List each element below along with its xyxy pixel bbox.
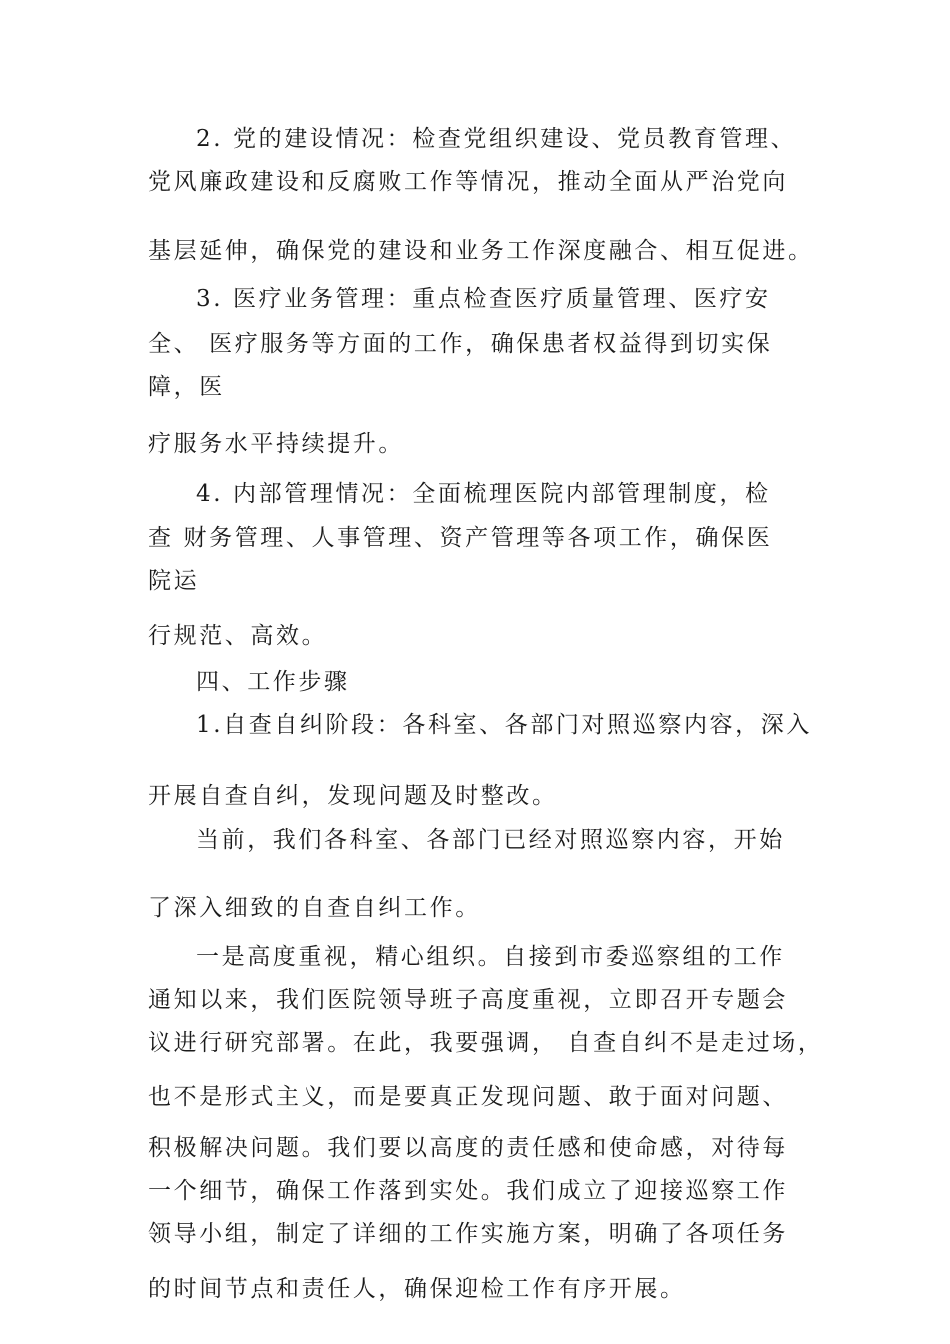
text-line-13: 1.自查自纠阶段：各科室、各部门对照巡察内容，深入 [196, 712, 812, 738]
text-line-23: 领导小组，制定了详细的工作实施方案，明确了各项任务 [148, 1221, 788, 1247]
text-line-17: 一是高度重视，精心组织。自接到市委巡察组的工作 [196, 944, 785, 970]
text-line-4: 3. 医疗业务管理：重点检查医疗质量管理、医疗安 [196, 286, 771, 312]
text-line-9: 查 财务管理、人事管理、资产管理等各项工作，确保医 [148, 525, 773, 551]
text-line-10: 院运 [148, 568, 200, 594]
text-line-11: 行规范、高效。 [148, 623, 328, 649]
text-line-2: 党风廉政建设和反腐败工作等情况，推动全面从严治党向 [148, 169, 788, 195]
text-line-18: 通知以来，我们医院领导班子高度重视，立即召开专题会 [148, 987, 788, 1013]
text-line-1: 2. 党的建设情况：检查党组织建设、党员教育管理、 [196, 126, 797, 152]
text-line-6: 障，医 [148, 374, 225, 400]
text-line-7: 疗服务水平持续提升。 [148, 431, 404, 457]
text-line-15: 当前，我们各科室、各部门已经对照巡察内容，开始 [196, 827, 785, 853]
text-line-5: 全、 医疗服务等方面的工作，确保患者权益得到切实保 [148, 331, 773, 357]
text-line-24: 的时间节点和责任人，确保迎检工作有序开展。 [148, 1276, 686, 1302]
text-line-3: 基层延伸，确保党的建设和业务工作深度融合、相互促进。 [148, 238, 814, 264]
text-line-22: 一个细节，确保工作落到实处。我们成立了迎接巡察工作 [148, 1178, 788, 1204]
text-line-20: 也不是形式主义，而是要真正发现问题、敢于面对问题、 [148, 1084, 788, 1110]
text-line-14: 开展自查自纠，发现问题及时整改。 [148, 783, 558, 809]
text-line-16: 了深入细致的自查自纠工作。 [148, 895, 481, 921]
text-line-8: 4. 内部管理情况：全面梳理医院内部管理制度，检 [196, 481, 771, 507]
section-heading: 四、工作步骤 [196, 669, 350, 695]
text-line-21: 积极解决问题。我们要以高度的责任感和使命感，对待每 [148, 1135, 788, 1161]
text-line-19: 议进行研究部署。在此，我要强调， 自查自纠不是走过场， [148, 1030, 824, 1056]
